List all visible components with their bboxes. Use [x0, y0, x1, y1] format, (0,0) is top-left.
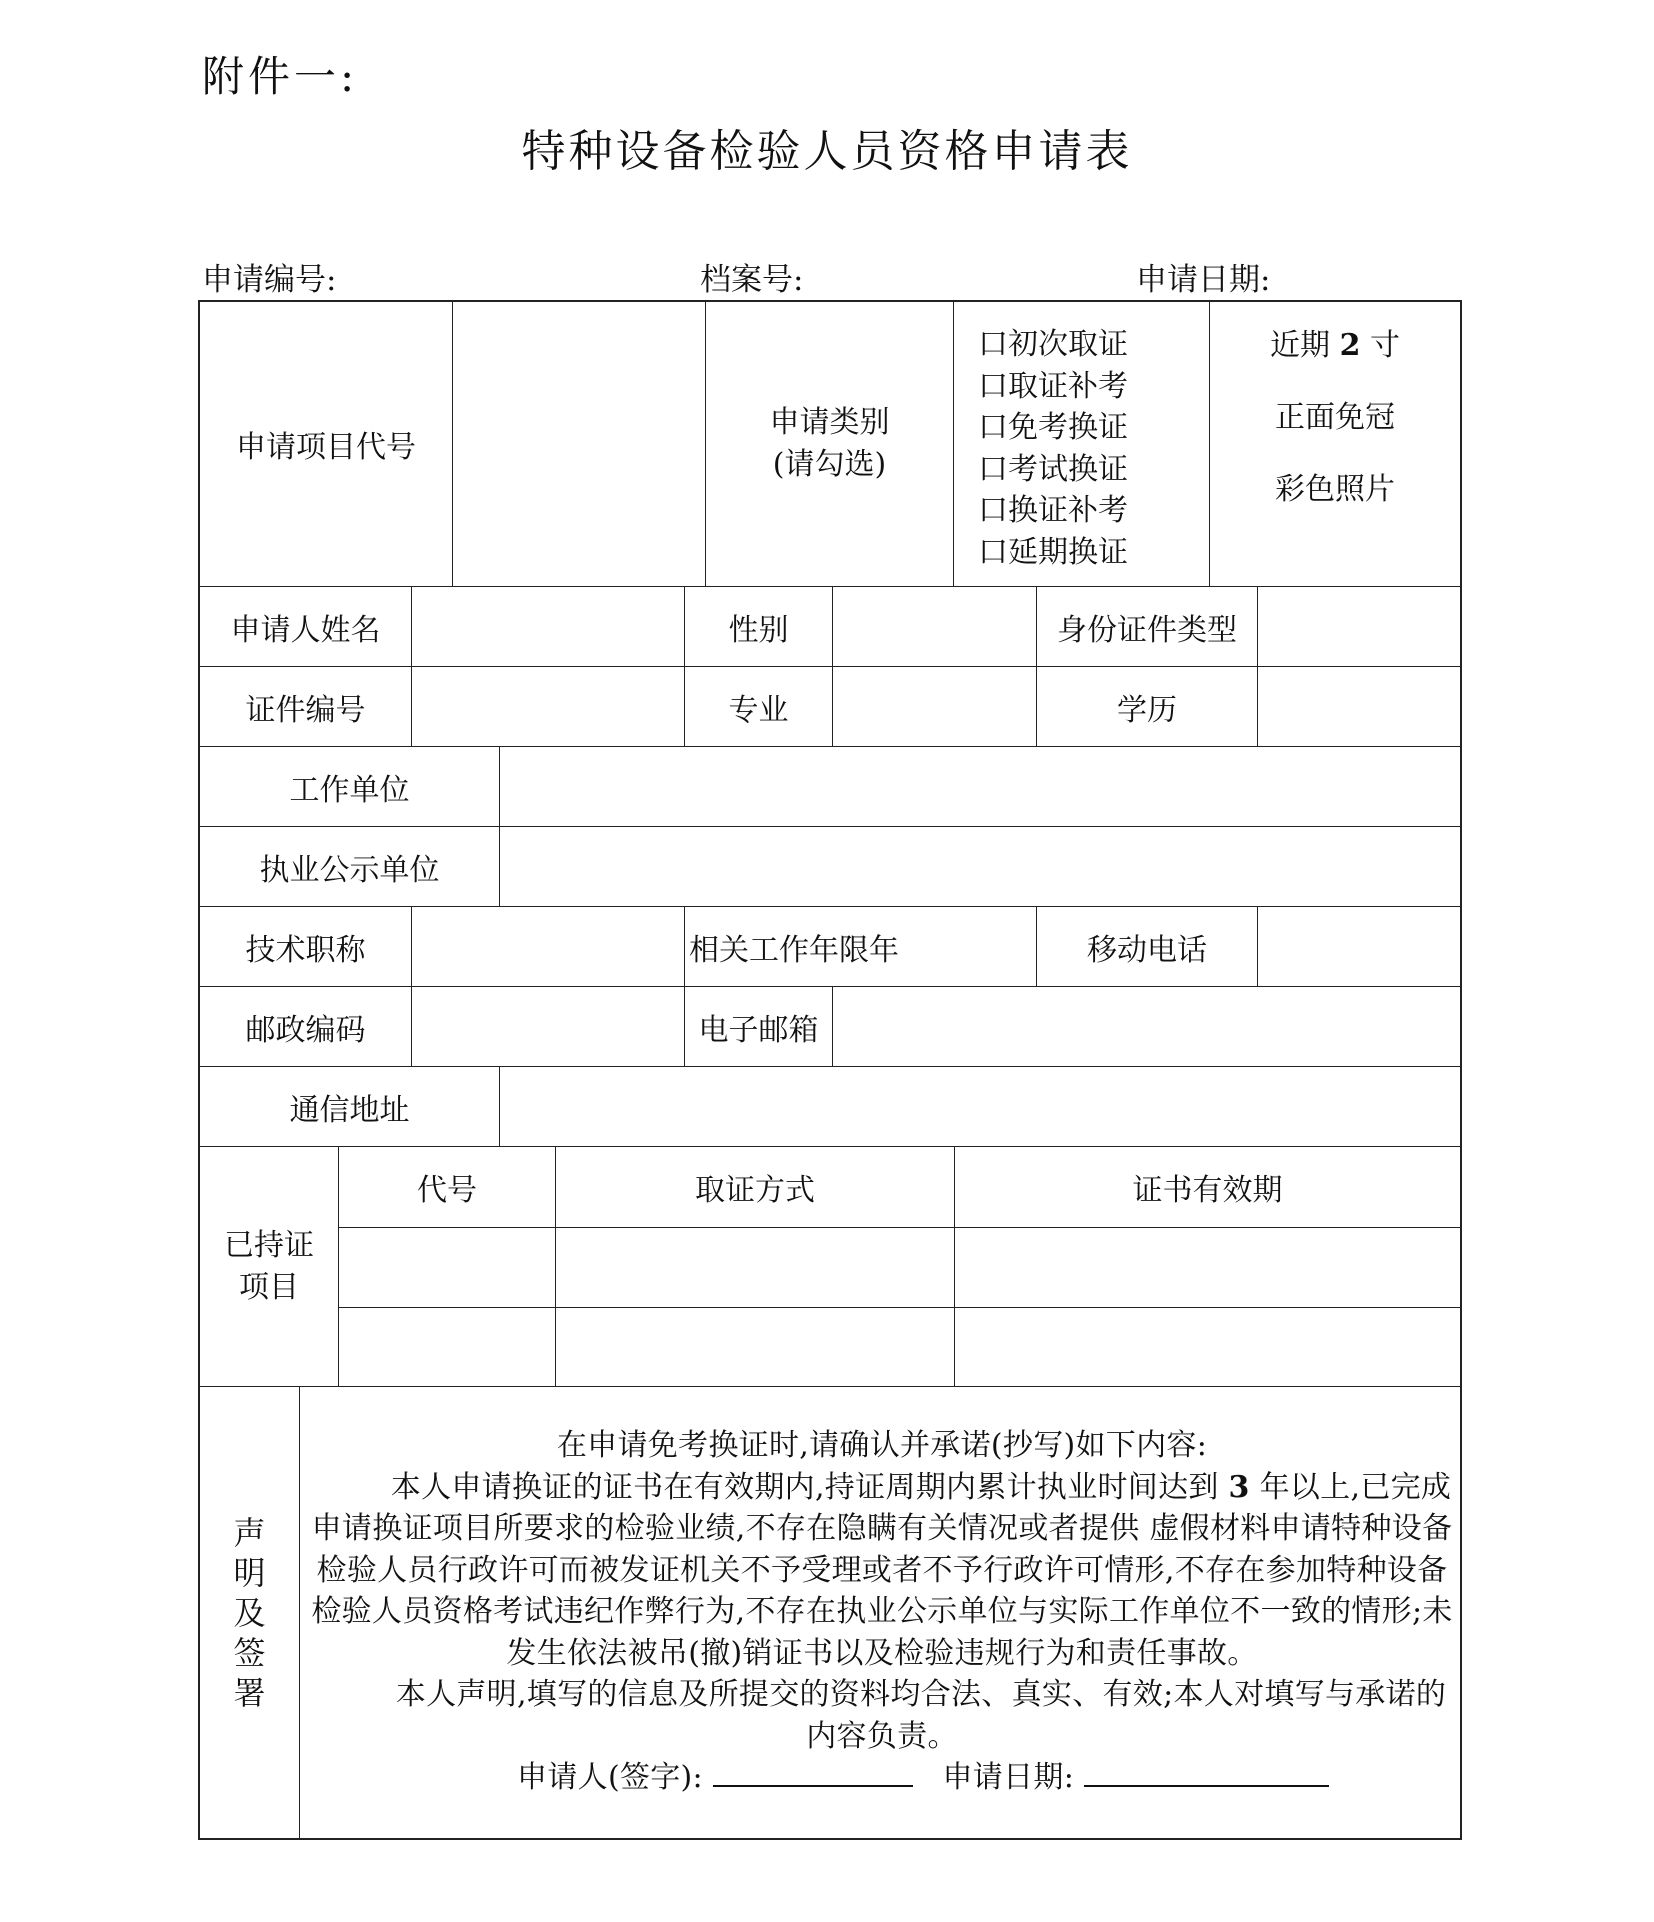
major-input[interactable]	[832, 667, 1036, 746]
application-number-label: 申请编号:	[202, 262, 337, 298]
id-type-input[interactable]	[1257, 587, 1460, 666]
category-label: 申请类别	[769, 405, 890, 440]
item-code-label: 申请项目代号	[236, 430, 416, 465]
row-title	[200, 906, 1460, 986]
cert-method-input[interactable]	[555, 1308, 954, 1387]
employer-input[interactable]	[499, 747, 1460, 826]
cert-code-input[interactable]	[339, 1228, 555, 1307]
cert-validity-input[interactable]	[954, 1228, 1460, 1307]
technical-title-label: 技术职称	[245, 932, 366, 968]
cert-code-header: 代号	[417, 1173, 477, 1208]
name-label: 申请人姓名	[230, 612, 381, 648]
declaration-section	[200, 1386, 1460, 1838]
file-number-label: 档案号:	[700, 262, 804, 298]
option-exam-renewal[interactable]: 口考试换证	[978, 451, 1128, 487]
cert-validity-header: 证书有效期	[954, 1147, 1460, 1227]
cert-code-input[interactable]	[339, 1308, 555, 1387]
option-renewal-retake[interactable]: 口换证补考	[978, 493, 1128, 528]
held-certificates-section	[200, 1146, 1460, 1386]
declaration-label-cell	[200, 1387, 299, 1838]
email-input[interactable]	[832, 987, 1460, 1066]
id-type-label: 身份证件类型	[1036, 587, 1257, 666]
option-extension-renewal[interactable]: 口延期换证	[978, 534, 1128, 570]
row-postcode	[200, 986, 1460, 1066]
major-label: 专业	[684, 667, 832, 746]
photo-frontal-note: 正面免冠	[1275, 400, 1395, 435]
attachment-label: 附件一:	[202, 52, 359, 101]
category-options-cell	[953, 302, 1209, 586]
cert-method-header: 取证方式	[555, 1147, 954, 1227]
signature-input[interactable]	[713, 1759, 913, 1787]
address-label: 通信地址	[289, 1092, 410, 1128]
education-label: 学历	[1036, 667, 1257, 746]
option-initial[interactable]: 口初次取证	[978, 327, 1128, 362]
declaration-paragraph-1: 本人申请换证的证书在有效期内,持证周期内累计执业时间达到 3 年以上,已完成申请换证项目所要求的检验业绩,不存在隐瞒有关情况或者提供 虚假材料申请特种设备检验人员行政许可而被发证机关不予受理或者不予行政许可情形,不存在参加特种设备检验人员资格考试违纪作弊行为,不存在执业公示单位与实际工作单位不一致的情形;未发生依法被吊(撤)销证书以及检验违规行为和责任事故。	[311, 1469, 1453, 1671]
photo-size-note: 近期 2 寸	[1270, 328, 1400, 363]
photo-cell[interactable]	[1209, 302, 1460, 586]
id-number-label: 证件编号	[245, 692, 366, 728]
held-certificates-label: 已持证 项目	[224, 1227, 314, 1305]
signature-date-label: 申请日期:	[942, 1760, 1075, 1795]
signature-line	[304, 1757, 1460, 1799]
education-input[interactable]	[1257, 667, 1460, 746]
gender-input[interactable]	[832, 587, 1036, 666]
row-address	[200, 1066, 1460, 1146]
declaration-content	[299, 1387, 1460, 1838]
item-code-input[interactable]	[452, 302, 705, 586]
declaration-label: 声明及签署	[233, 1513, 266, 1712]
mobile-label: 移动电话	[1036, 907, 1257, 986]
email-label: 电子邮箱	[684, 987, 832, 1066]
application-date-label: 申请日期:	[1136, 262, 1271, 298]
declaration-paragraph-2: 本人声明,填写的信息及所提交的资料均合法、真实、有效;本人对填写与承诺的内容负责。	[395, 1677, 1447, 1754]
row-name	[200, 586, 1460, 666]
mobile-input[interactable]	[1257, 907, 1460, 986]
address-input[interactable]	[499, 1067, 1460, 1146]
row-practice-unit	[200, 826, 1460, 906]
category-hint: (请勾选)	[772, 447, 887, 482]
row-application-item	[200, 302, 1460, 586]
signature-label: 申请人(签字):	[517, 1760, 703, 1795]
technical-title-input[interactable]	[411, 907, 684, 986]
form-table	[198, 300, 1462, 1840]
certificates-header-row	[339, 1147, 1460, 1227]
cert-validity-input[interactable]	[954, 1308, 1460, 1387]
row-id-number	[200, 666, 1460, 746]
photo-color-note: 彩色照片	[1275, 472, 1395, 507]
option-exempt-renewal[interactable]: 口免考换证	[978, 410, 1128, 445]
id-number-input[interactable]	[411, 667, 684, 746]
form-title: 特种设备检验人员资格申请表	[521, 126, 1133, 177]
name-input[interactable]	[411, 587, 684, 666]
postcode-label: 邮政编码	[245, 1012, 366, 1048]
gender-label: 性别	[684, 587, 832, 666]
certificates-table	[338, 1147, 1460, 1386]
cert-method-input[interactable]	[555, 1228, 954, 1307]
declaration-intro: 在申请免考换证时,请确认并承诺(抄写)如下内容:	[556, 1428, 1208, 1463]
certificate-row	[339, 1227, 1460, 1307]
signature-date-input[interactable]	[1084, 1759, 1329, 1787]
work-years-field[interactable]: 相关工作年限年	[684, 907, 1036, 986]
practice-unit-label: 执业公示单位	[259, 852, 440, 888]
row-employer	[200, 746, 1460, 826]
certificate-row	[339, 1307, 1460, 1387]
employer-label: 工作单位	[289, 772, 410, 808]
practice-unit-input[interactable]	[499, 827, 1460, 906]
option-retake[interactable]: 口取证补考	[978, 368, 1128, 404]
postcode-input[interactable]	[411, 987, 684, 1066]
category-label-cell	[705, 302, 953, 586]
